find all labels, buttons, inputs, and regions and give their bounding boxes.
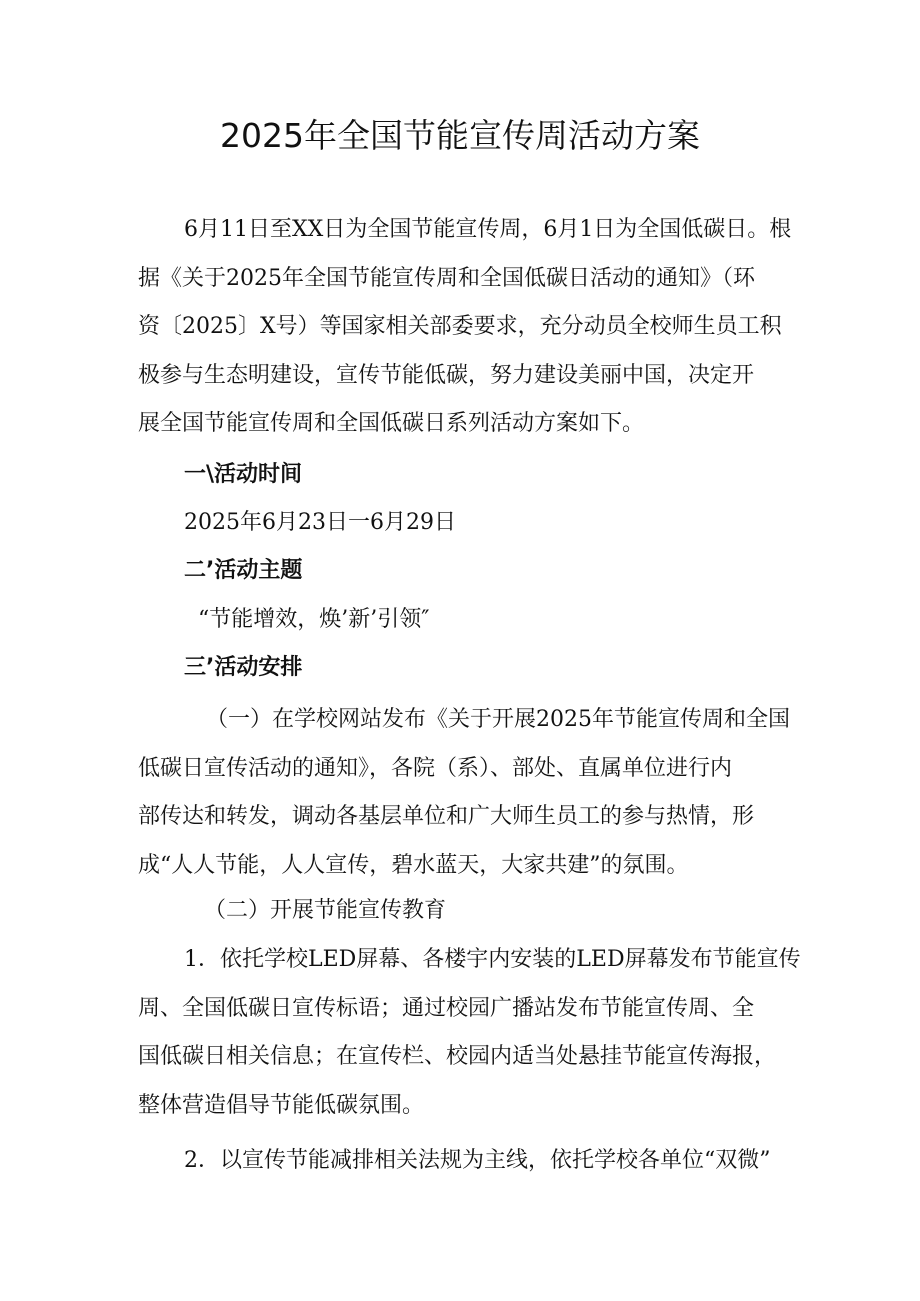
item2-1-line: 国低碳日相关信息；在宣传栏、校园内适当处悬挂节能宣传海报， [138,1044,777,1069]
document-title: 2025年全国节能宣传周活动方案 [220,116,700,155]
intro-line: 据《关于2025年全国节能宣传周和全国低碳日活动的通知》（环 [138,265,755,291]
item2-2-paragraph [184,1137,804,1186]
item2-heading: （二）开展节能宣传教育 [204,898,447,923]
item1-line: 低碳日宣传活动的通知》，各院（系）、部处、直属单位进行内 [138,755,733,781]
intro-line: 展全国节能宣传周和全国低碳日系列活动方案如下。 [138,411,645,436]
item2-1-paragraph [138,936,804,1130]
section-heading-time: 一\活动时间 [184,462,303,487]
intro-paragraph [138,206,804,449]
section-text-time: 2025年6月23日一6月29日 [184,510,456,535]
item2-1-line: 整体营造倡导节能低碳氛围。 [138,1092,425,1118]
intro-line: 6月11日至XX日为全国节能宣传周，6月1日为全国低碳日。根 [184,217,792,242]
item2-1-line: 1．依托学校LED屏幕、各楼宇内安装的LED屏幕发布节能宣传 [184,947,801,972]
item1-line: 成“人人节能，人人宣传，碧水蓝天，大家共建”的氛围。 [138,852,689,878]
section-text-theme: “节能增效，焕’新’引领″ [198,607,430,632]
intro-line: 极参与生态明建设，宣传节能低碳，努力建设美丽中国，决定开 [138,362,755,388]
item2-1-line: 周、全国低碳日宣传标语；通过校园广播站发布节能宣传周、全 [138,995,755,1021]
item1-line: 部传达和转发，调动各基层单位和广大师生员工的参与热情，形 [138,804,755,829]
intro-line: 资〔2025〕X号）等国家相关部委要求，充分动员全校师生员工积 [138,314,782,339]
section-heading-theme: 二’活动主题 [184,558,303,583]
section-heading-arrangement: 三’活动安排 [184,655,303,680]
item2-2-line: 2．以宣传节能减排相关法规为主线，依托学校各单位“双微” [184,1148,771,1173]
item1-line: （一）在学校网站发布《关于开展2025年节能宣传周和全国 [206,707,790,732]
item1-paragraph [138,696,804,890]
